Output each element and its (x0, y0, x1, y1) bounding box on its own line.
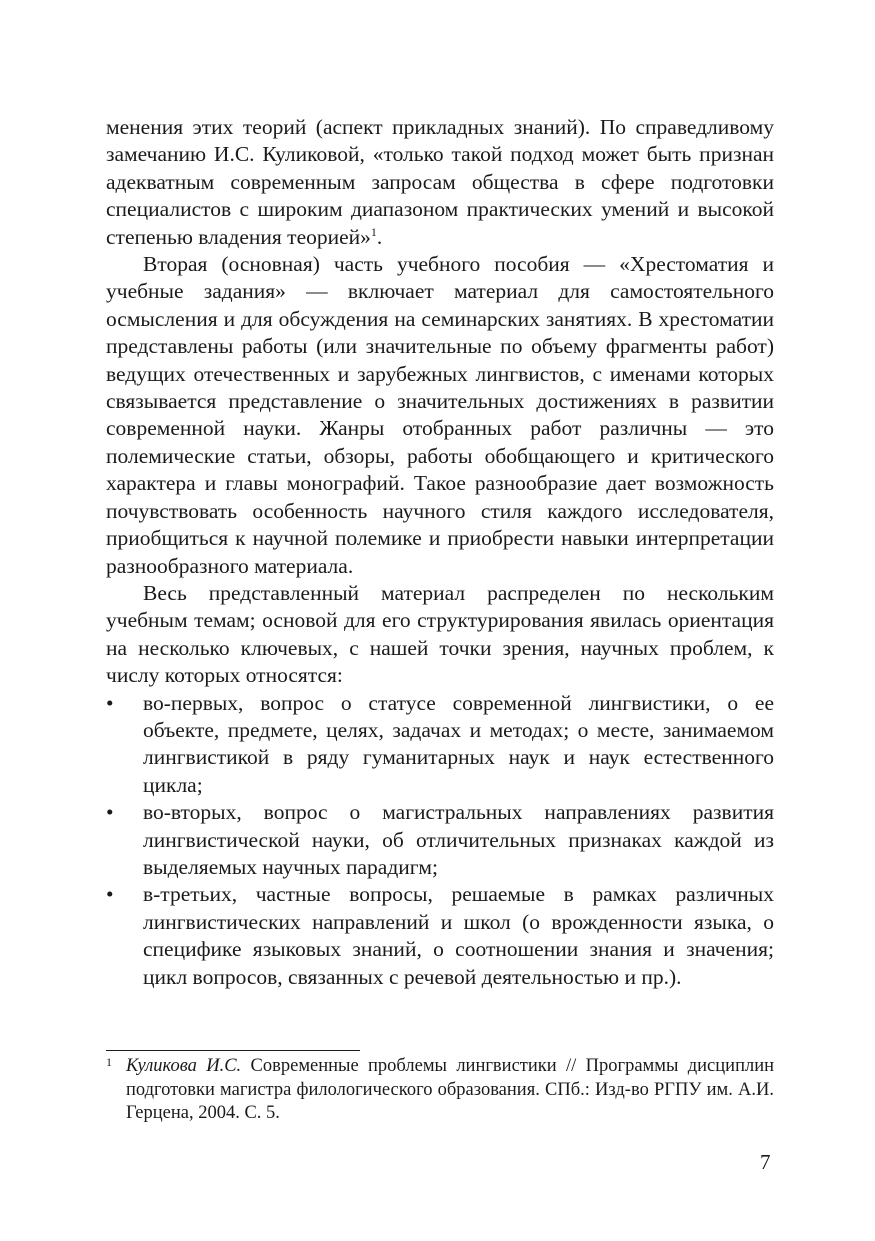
bullet-icon: • (106, 800, 114, 825)
paragraph-1-end: . (376, 224, 383, 249)
paragraph-2: Вторая (основная) часть учебного пособия — «Хрестоматия и учебные задания» — включает материал для самостоятельного осмысления и для обсуждения на семинарских занятиях. В хрестоматии представлены работы (или значительные по объему фрагменты работ) ведущих отечественных и зарубежных лингвистов, с именами которых связывается представление о значительных достижениях в развитии современной науки. Жанры отобранных работ различны — это полемические статьи, обзоры, работы обобщающего и критического характера и главы монографий. Такое разнообразие дает возможность почувствовать особенность научного стиля каждого исследователя, приобщиться к научной полемике и приобрести навыки интерпретации разнообразного материала. (106, 252, 774, 578)
footnote-text: Современные проблемы лингвистики // Программы дисциплин подготовки магистра филологического образования. СПб.: Изд-во РГПУ им. А.И. Герцена, 2004. С. 5. (126, 1056, 774, 1123)
list-item (106, 799, 774, 881)
page-body (106, 114, 774, 991)
footnote-author: Куликова И.С. (126, 1056, 242, 1076)
footnote-body (106, 1055, 774, 1126)
footnote-number: 1 (106, 1055, 112, 1069)
list-item (106, 690, 774, 800)
paragraph-3: Весь представленный материал распределен по нескольким учебным темам; основой для его структурирования явилась ориентация на несколько ключевых, с нашей точки зрения, научных проблем, к числу которых относятся: (106, 580, 774, 688)
list-item-text: во-вторых, вопрос о магистральных направлениях развития лингвистической науки, об отличительных признаках каждой из выделяемых научных парадигм; (143, 800, 774, 879)
footnote-reference[interactable]: 1 (370, 224, 377, 239)
list-item-text: во-первых, вопрос о статусе современной лингвистики, о ее объекте, предмете, целях, задачах и методах; о месте, занимаемом лингвистикой в ряду гуманитарных наук и наук естественного цикла; (143, 690, 774, 797)
bullet-icon: • (106, 882, 114, 907)
page-number: 7 (760, 1150, 771, 1174)
paragraph-1-text: менения этих теорий (аспект прикладных знаний). По справедливому замечанию И.С. Куликовой, «только такой подход может быть признан адекватным современным запросам общества в сфере подготовки специалистов с широким диапазоном практических умений и высокой степенью владения теорией» (106, 115, 774, 249)
paragraph-1 (106, 114, 774, 251)
list-item (106, 881, 774, 991)
problem-list (106, 690, 774, 991)
footnote (106, 1055, 774, 1126)
list-item-text: в-третьих, частные вопросы, решаемые в рамках различных лингвистических направлений и школ (о врожденности языка, о специфике языковых знаний, о соотношении знания и значения; цикл вопросов, связанных с речевой деятельностью и пр.). (143, 882, 774, 989)
bullet-icon: • (106, 690, 114, 715)
footnote-divider (106, 1050, 360, 1051)
